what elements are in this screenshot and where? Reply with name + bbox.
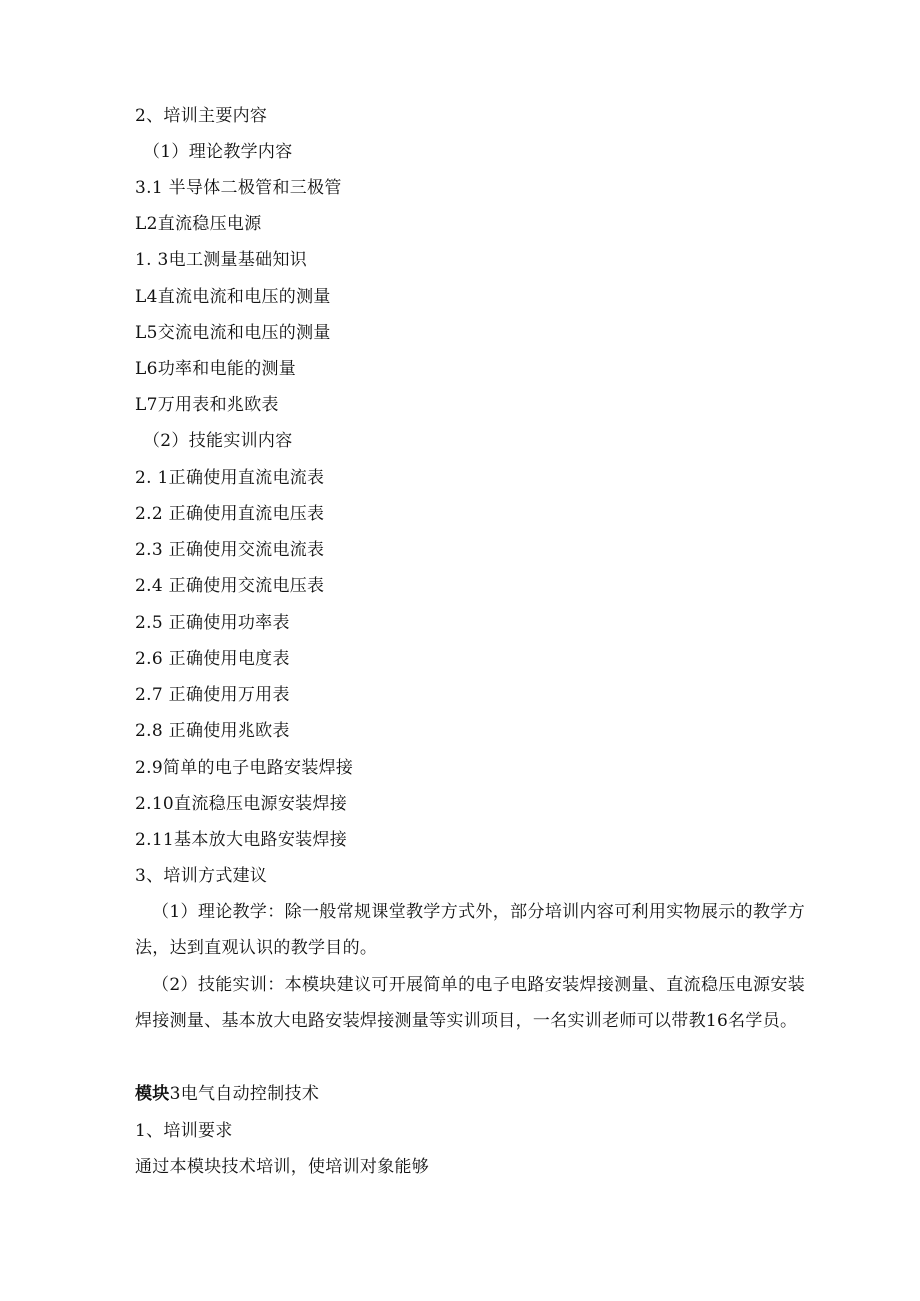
training-requirements-text: 通过本模块技术培训，使培训对象能够 xyxy=(135,1157,430,1177)
theory-item-5: L5交流电流和电压的测量 xyxy=(135,323,331,343)
skill-item-9: 2.9简单的电子电路安装焊接 xyxy=(135,758,354,778)
skill-item-11: 2.11基本放大电路安装焊接 xyxy=(135,830,348,850)
theory-teaching-paragraph: （1）理论教学：除一般常规课堂教学方式外，部分培训内容可利用实物展示的教学方法，达到直观认识的教学目的。 xyxy=(135,902,805,958)
skill-item-5: 2.5 正确使用功率表 xyxy=(135,613,290,633)
theory-item-7: L7万用表和兆欧表 xyxy=(135,395,279,415)
skill-training-paragraph: （2）技能实训：本模块建议可开展简单的电子电路安装焊接测量、直流稳压电源安装焊接测量、基本放大电路安装焊接测量等实训项目，一名实训老师可以带教16名学员。 xyxy=(135,975,805,1031)
module-3-heading xyxy=(135,1084,319,1104)
skill-item-7: 2.7 正确使用万用表 xyxy=(135,685,290,705)
section-3-heading: 3、培训方式建议 xyxy=(135,866,268,886)
skill-item-6: 2.6 正确使用电度表 xyxy=(135,649,290,669)
skill-content-heading: （2）技能实训内容 xyxy=(143,431,293,451)
skill-item-1: 2. 1正确使用直流电流表 xyxy=(135,468,325,488)
module-label: 模块 xyxy=(135,1084,170,1104)
theory-item-4: L4直流电流和电压的测量 xyxy=(135,287,331,307)
skill-item-10: 2.10直流稳压电源安装焊接 xyxy=(135,794,348,814)
theory-item-3: 1. 3电工测量基础知识 xyxy=(135,250,308,270)
skill-item-8: 2.8 正确使用兆欧表 xyxy=(135,721,290,741)
skill-item-3: 2.3 正确使用交流电流表 xyxy=(135,540,325,560)
skill-item-4: 2.4 正确使用交流电压表 xyxy=(135,576,325,596)
section-2-heading: 2、培训主要内容 xyxy=(135,106,268,126)
theory-item-6: L6功率和电能的测量 xyxy=(135,359,297,379)
theory-content-heading: （1）理论教学内容 xyxy=(143,142,293,162)
module-title: 3电气自动控制技术 xyxy=(169,1084,320,1104)
skill-item-2: 2.2 正确使用直流电压表 xyxy=(135,504,325,524)
training-requirements-heading: 1、培训要求 xyxy=(135,1121,233,1141)
theory-item-2: L2直流稳压电源 xyxy=(135,214,262,234)
theory-item-1: 3.1 半导体二极管和三极管 xyxy=(135,178,342,198)
